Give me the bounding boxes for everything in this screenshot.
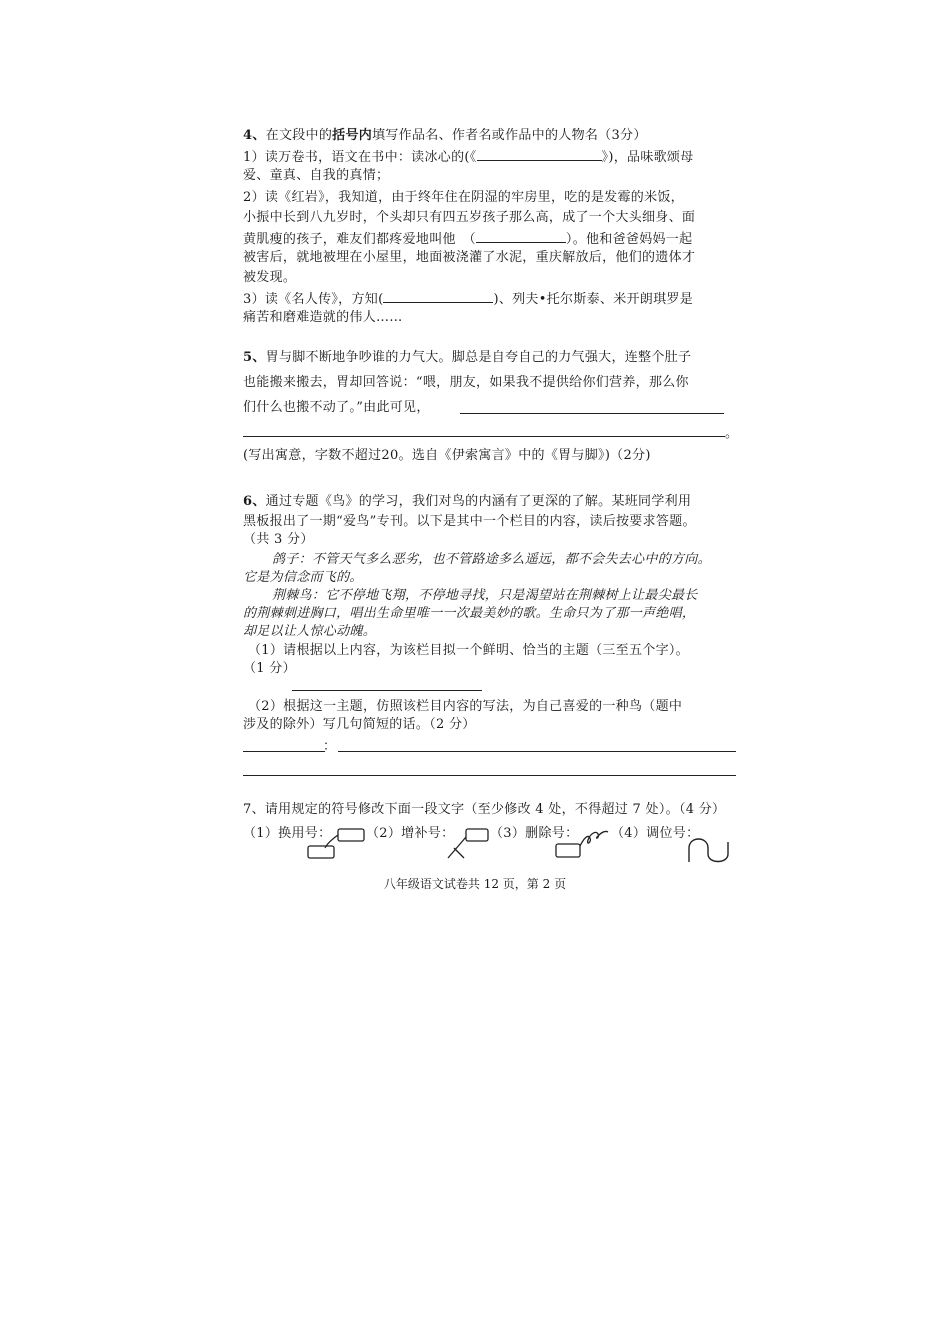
q4-blank-2[interactable] (476, 228, 566, 243)
q6-thornbird-line1: 荆棘鸟：它不停地飞翔，不停地寻找，只是渴望站在荆棘树上让最尖最长 (272, 588, 698, 603)
delete-mark-icon (552, 824, 612, 864)
q4-number: 4、 (243, 128, 266, 143)
q6-sub1-line2: （1 分） (243, 661, 296, 676)
q6-thornbird-line3: 却足以让人惊心动魄。 (243, 624, 377, 639)
q5-line1: 5、胃与脚不断地争吵谁的力气大。脚总是自夸自己的力气强大，连整个肚子 (243, 350, 692, 365)
q5-answer-line-1[interactable] (460, 413, 724, 414)
q6-sub2-line2: 涉及的除外）写几句简短的话。（2 分） (243, 717, 476, 732)
q6-thornbird-line2: 的荆棘刺进胸口，唱出生命里唯一一次最美妙的歌。生命只为了那一声绝唱， (243, 606, 696, 621)
q6-number: 6、 (243, 494, 266, 509)
q4-item3-line1: 3）读《名人传》，方知( )、列夫•托尔斯泰、米开朗琪罗是 (243, 288, 693, 310)
q7-symbol-label-2: （2）增补号： (366, 826, 455, 841)
q4-heading (243, 126, 647, 146)
q5-number: 5、 (243, 350, 266, 365)
q6-line3: （共 3 分） (243, 532, 314, 547)
q4-item2-line1: 2）读《红岩》，我知道，由于终年住在阴湿的牢房里，吃的是发霉的米饭， (243, 190, 684, 205)
q4-item2-line2: 小振中长到八九岁时，个头却只有四五岁孩子那么高，成了一个大头细身、面 (243, 210, 696, 225)
replace-mark-icon (303, 824, 369, 864)
q6-bird-name-line[interactable] (243, 751, 325, 752)
q4-heading-bold: 括号内 (332, 128, 373, 143)
q6-pigeon-line1: 鸽子：不管天气多么恶劣，也不管路途多么遥远，都不会失去心中的方向。 (272, 552, 711, 567)
q4-item2-line4: 被害后，就地被埋在小屋里，地面被浇灌了水泥，重庆解放后，他们的遗体才 (243, 250, 696, 265)
q4-item3-line2: 痛苦和磨难造就的伟人…… (243, 310, 403, 325)
q5-line2: 也能搬来搬去，胃却回答说：“喂，朋友，如果我不提供给你们营养，那么你 (243, 375, 689, 390)
insert-mark-icon (444, 824, 492, 864)
q4-item1-line2: 爱、童真、自我的真情； (243, 168, 390, 183)
q6-pigeon-line2: 它是为信念而飞的。 (243, 570, 363, 585)
q4-heading-post: 填写作品名、作者名或作品中的人物名（3分） (372, 128, 647, 143)
q6-colon: ： (323, 739, 337, 754)
transpose-mark-icon (684, 832, 736, 866)
q5-answer-line-2[interactable] (243, 436, 725, 437)
q6-sub1-line1: （1）请根据以上内容，为该栏目拟一个鲜明、恰当的主题（三至五个字）。 (248, 643, 689, 658)
page-footer: 八年级语文试卷共 12 页，第 2 页 (383, 877, 567, 891)
q5-period: 。 (725, 426, 739, 441)
q4-item2-line3: 黄肌瘦的孩子，难友们都疼爱地叫他 （ ）。他和爸爸妈妈一起 (243, 228, 692, 250)
q7-symbol-label-3: （3）删除号： (490, 826, 579, 841)
q4-blank-3[interactable] (383, 288, 493, 303)
q4-item2-line5: 被发现。 (243, 270, 297, 285)
q5-note: (写出寓意，字数不超过20。选自《伊索寓言》中的《胃与脚》)（2分) (243, 448, 651, 463)
q4-item1-line1: 1）读万卷书，语文在书中：读冰心的(《 》)，品味歌颂母 (243, 146, 694, 168)
q6-line2: 黑板报出了一期“爱鸟”专刊。以下是其中一个栏目的内容，读后按要求答题。 (243, 514, 696, 529)
q6-theme-answer-line[interactable] (292, 690, 482, 691)
q7-symbol-label-1: （1）换用号： (243, 826, 332, 841)
q7-symbol-label-4: （4）调位号： (611, 826, 700, 841)
q7-line1: 7、请用规定的符号修改下面一段文字（至少修改 4 处，不得超过 7 处）。（4 分） (243, 802, 726, 817)
q6-line1: 6、通过专题《鸟》的学习，我们对鸟的内涵有了更深的了解。某班同学利用 (243, 494, 692, 509)
q5-line3: 们什么也搬不动了。”由此可见， (243, 400, 430, 415)
q6-sub2-line1: （2）根据这一主题，仿照该栏目内容的写法，为自己喜爱的一种鸟（题中 (248, 699, 683, 714)
q6-answer-line-1[interactable] (338, 751, 736, 752)
q4-heading-pre: 在文段中的 (265, 128, 333, 143)
q4-blank-1[interactable] (477, 146, 602, 161)
q6-answer-line-2[interactable] (243, 775, 736, 776)
